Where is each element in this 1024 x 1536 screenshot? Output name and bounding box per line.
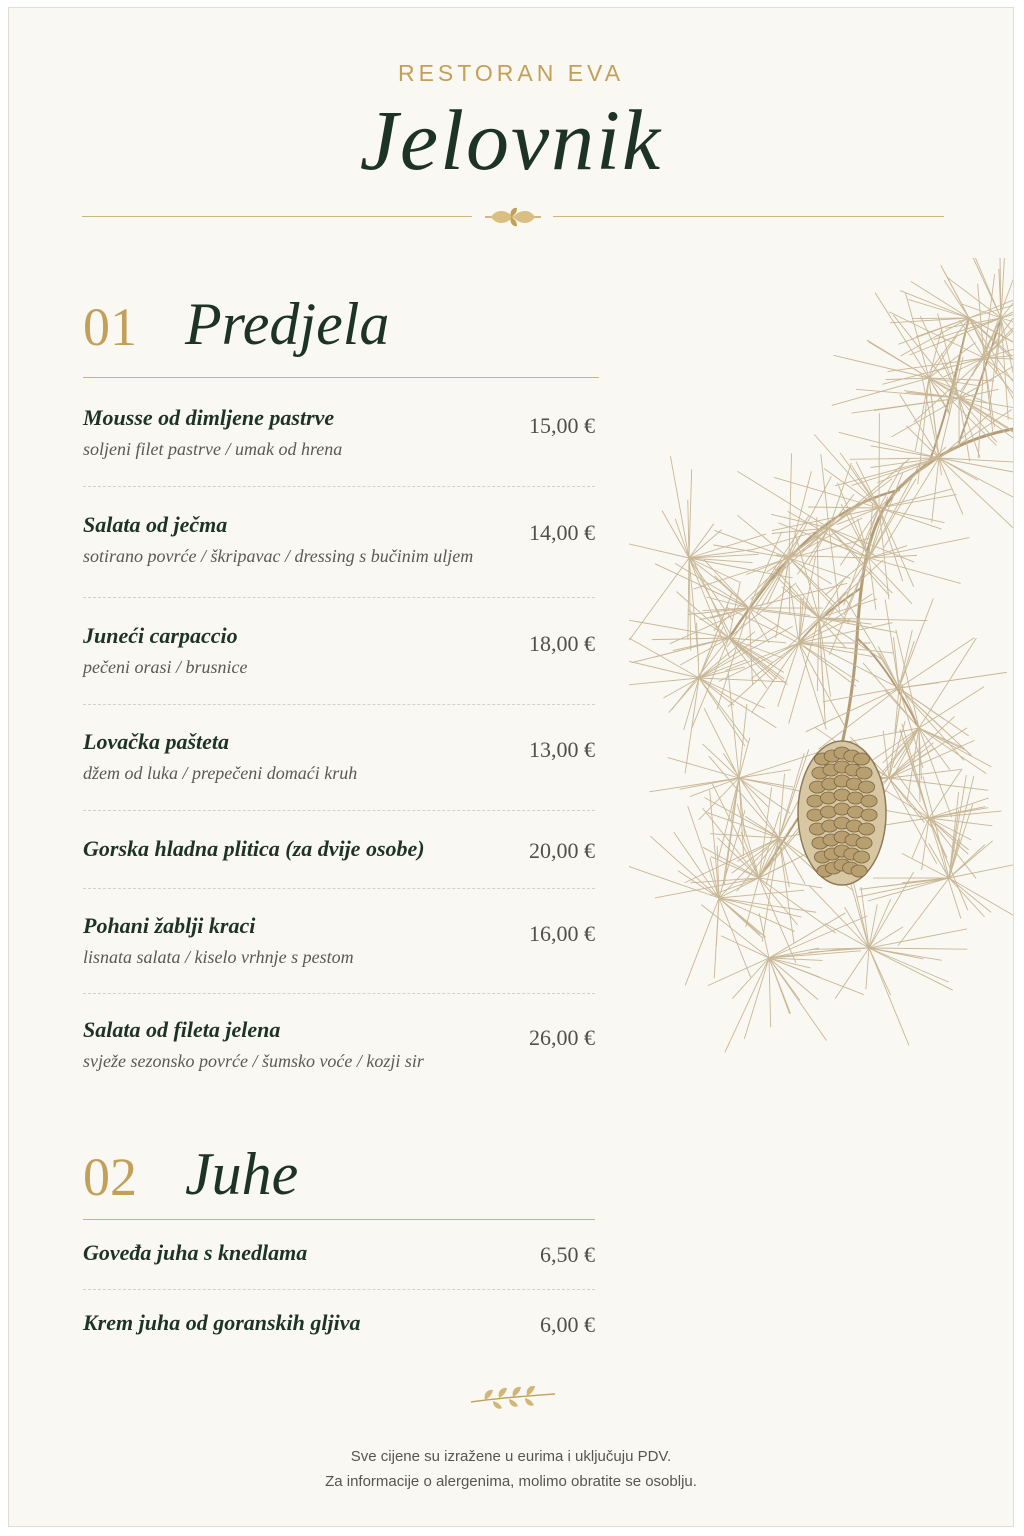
item-divider — [83, 704, 595, 705]
pine-cone-icon — [798, 741, 886, 885]
item-price: 13,00 € — [529, 737, 595, 762]
menu-item — [83, 1017, 595, 1072]
laurel-footer-icon — [467, 1386, 559, 1412]
item-name: Krem juha od goranskih gljiva — [83, 1310, 361, 1335]
item-price: 26,00 € — [529, 1025, 595, 1050]
menu-item — [83, 623, 595, 678]
item-description: sotirano povrće / škripavac / dressing s bučinim uljem — [83, 546, 474, 566]
item-description: lisnata salata / kiselo vrhnje s pestom — [83, 947, 354, 967]
section-divider — [83, 377, 599, 378]
footer-allergen-note: Za informacije o alergenima, molimo obratite se osoblju. — [325, 1473, 697, 1490]
menu-item — [83, 405, 595, 460]
item-divider — [83, 486, 595, 487]
section-divider — [83, 1219, 595, 1220]
pine-branch-illustration — [629, 258, 1014, 1058]
menu-title: Jelovnik — [359, 92, 663, 188]
menu-item — [83, 1310, 595, 1336]
footer-price-note: Sve cijene su izražene u eurima i uključuju PDV. — [350, 1448, 672, 1465]
item-description: džem od luka / prepečeni domaći kruh — [83, 763, 358, 783]
menu-item — [83, 913, 595, 968]
item-price: 20,00 € — [529, 838, 595, 863]
menu-page — [8, 7, 1014, 1527]
item-description: pečeni orasi / brusnice — [83, 657, 248, 677]
item-divider — [83, 597, 595, 598]
menu-item — [83, 512, 595, 567]
section-number: 02 — [83, 1147, 137, 1207]
section-title: Predjela — [185, 291, 390, 357]
section-title: Juhe — [185, 1141, 299, 1207]
header-divider-left — [82, 216, 472, 217]
item-price: 18,00 € — [529, 631, 595, 656]
item-price: 15,00 € — [529, 413, 595, 438]
item-price: 14,00 € — [529, 520, 595, 545]
menu-item — [83, 836, 595, 862]
item-name: Lovačka pašteta — [83, 729, 230, 754]
item-divider — [83, 993, 595, 994]
item-price: 6,50 € — [540, 1242, 595, 1267]
item-divider — [83, 1289, 595, 1290]
menu-item — [83, 729, 595, 784]
item-divider — [83, 888, 595, 889]
item-name: Mousse od dimljene pastrve — [83, 405, 335, 430]
item-name: Gorska hladna plitica (za dvije osobe) — [83, 836, 425, 861]
item-price: 6,00 € — [540, 1312, 595, 1337]
section-number: 01 — [83, 297, 137, 357]
header-divider-right — [553, 216, 944, 217]
laurel-ornament-icon — [481, 206, 545, 228]
restaurant-name: RESTORAN EVA — [397, 60, 625, 86]
item-name: Salata od fileta jelena — [83, 1017, 281, 1042]
item-name: Juneći carpaccio — [83, 623, 238, 648]
item-name: Pohani žablji kraci — [83, 913, 256, 938]
item-description: svježe sezonsko povrće / šumsko voće / kozji sir — [83, 1051, 424, 1071]
item-divider — [83, 810, 595, 811]
item-name: Salata od ječma — [83, 512, 228, 537]
item-description: soljeni filet pastrve / umak od hrena — [83, 439, 343, 459]
item-name: Goveđa juha s knedlama — [83, 1240, 308, 1265]
item-price: 16,00 € — [529, 921, 595, 946]
menu-item — [83, 1240, 595, 1266]
